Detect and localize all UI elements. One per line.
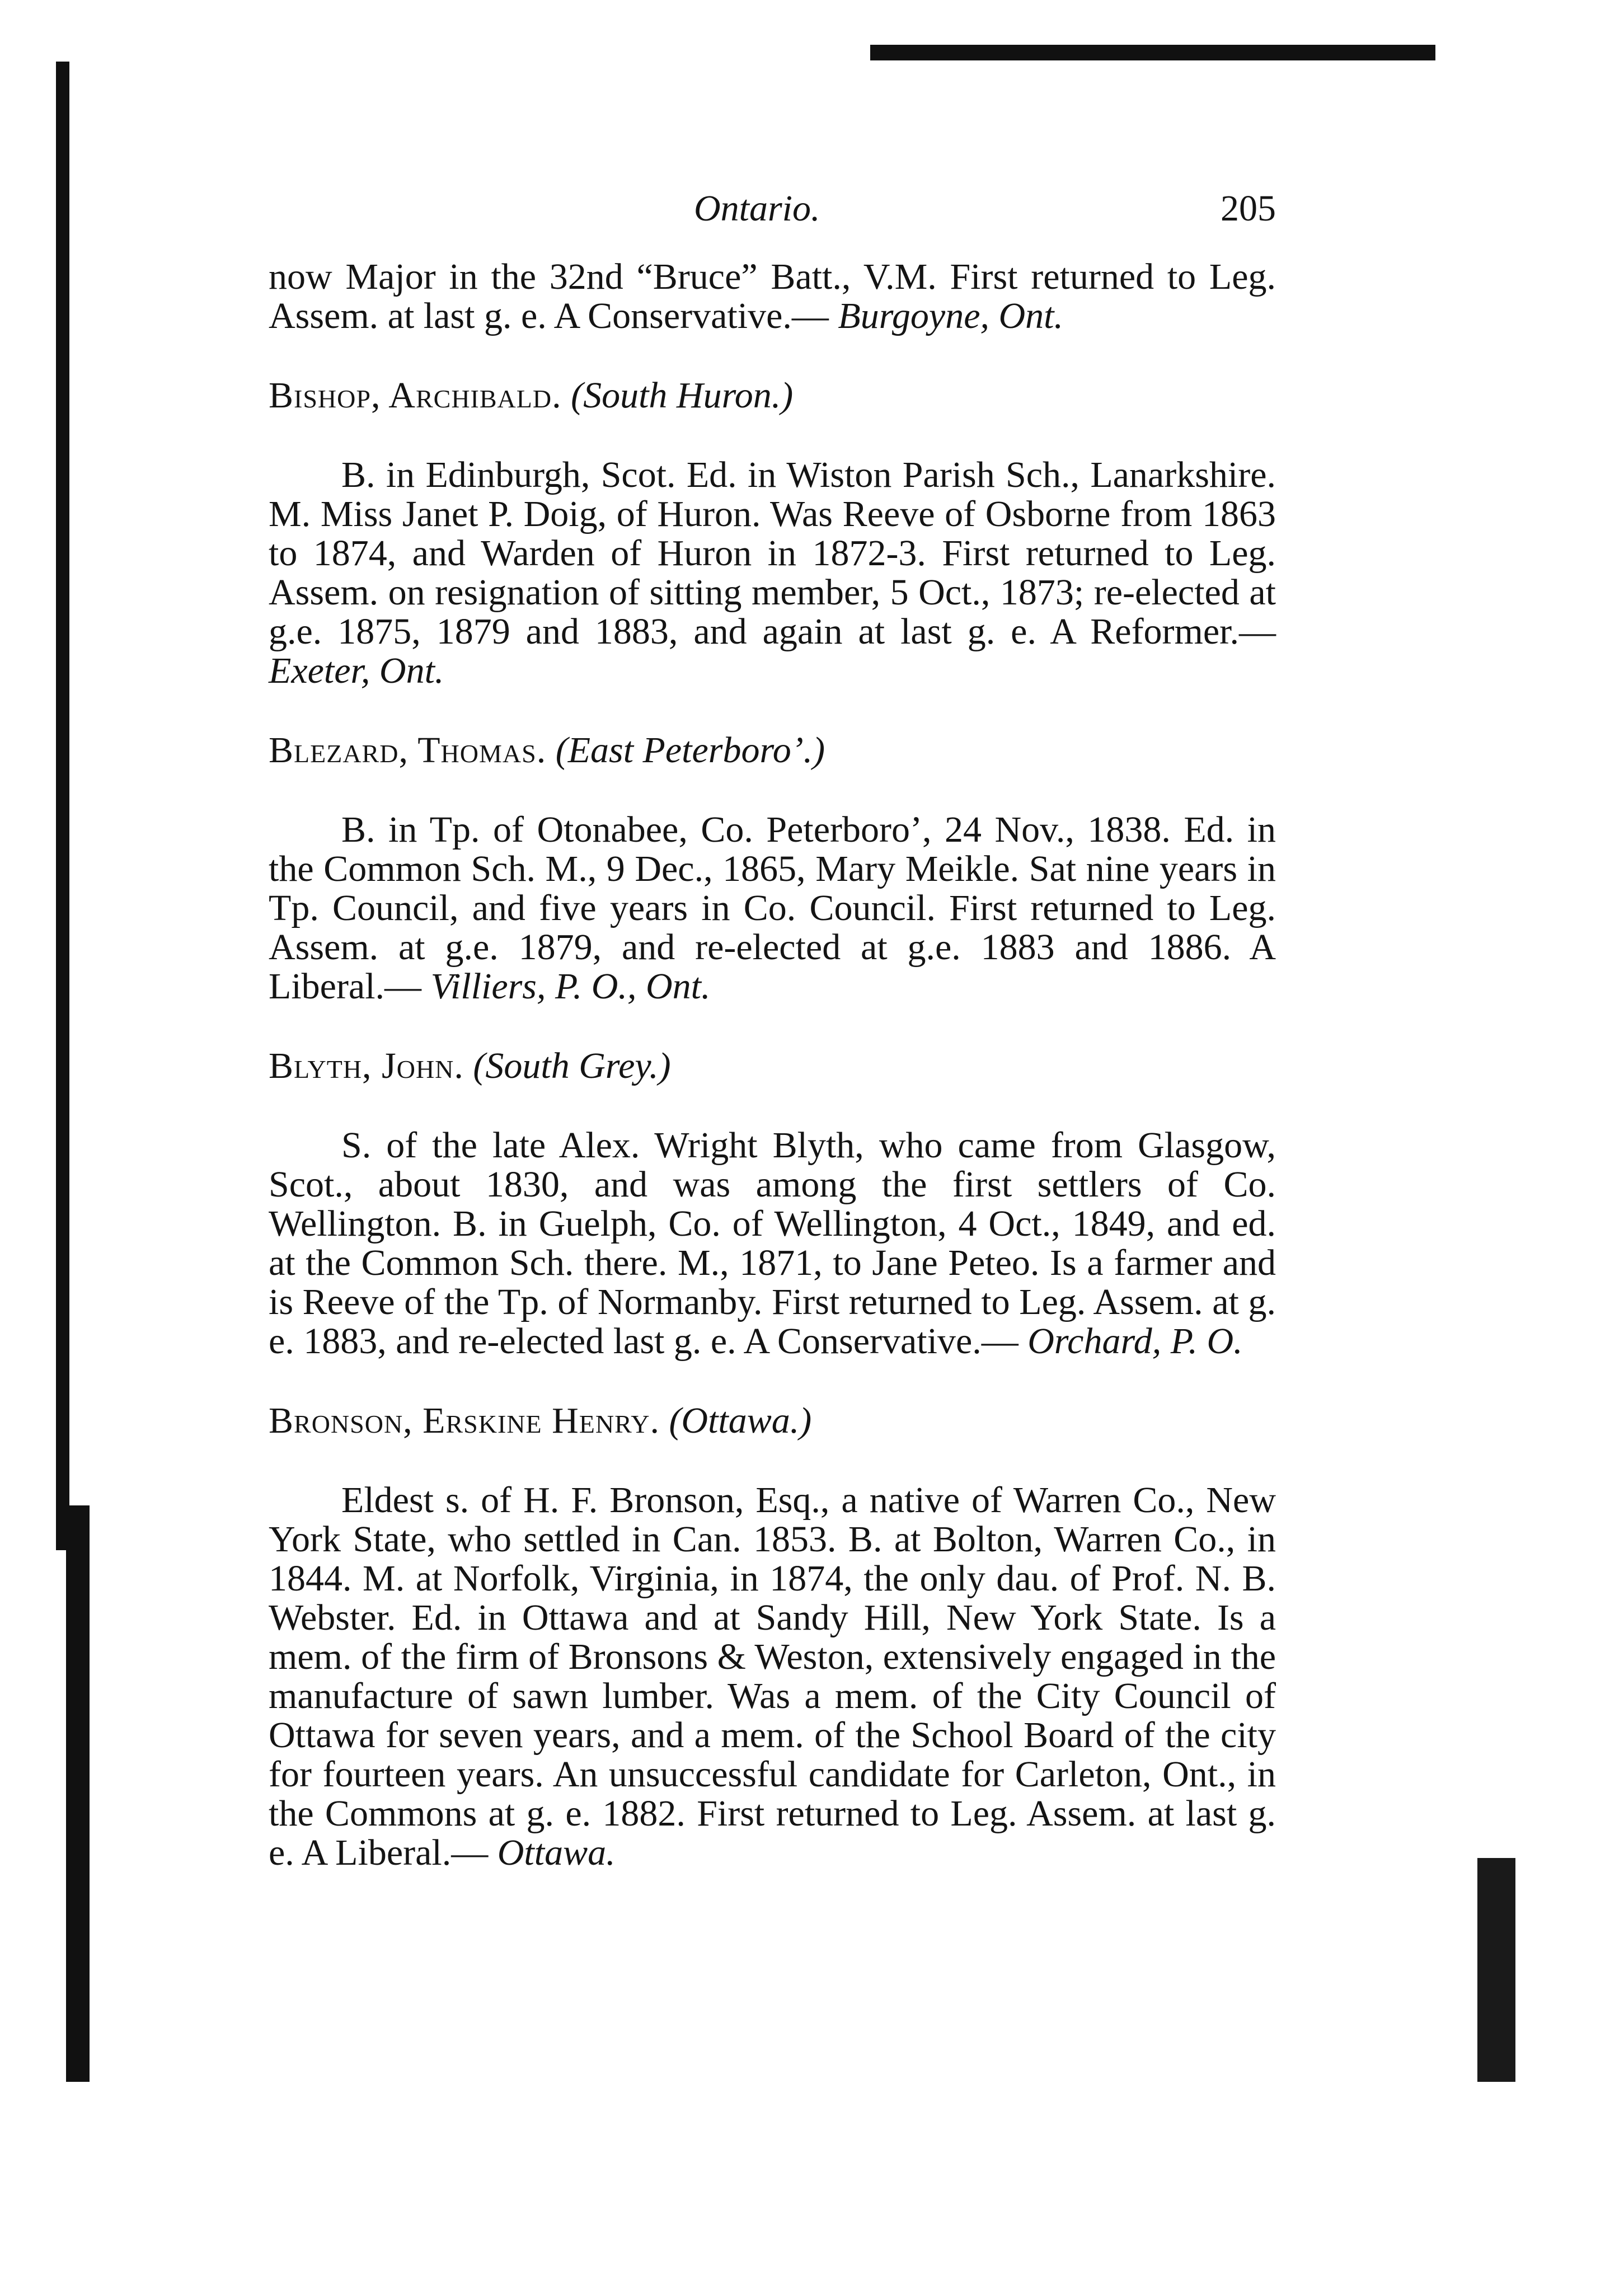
continuation-text: now Major in the 32nd “Bruce” Batt., V.M. First returned to Leg. Assem. at last g. e. A Conservative.— bbox=[269, 256, 1276, 336]
page-number: 205 bbox=[1221, 188, 1276, 229]
entry-address: Exeter, Ont. bbox=[269, 650, 444, 691]
page-content bbox=[269, 257, 1276, 1873]
entry-body: Eldest s. of H. F. Bronson, Esq., a native of Warren Co., New York State, who settled in Can. 1853. B. at Bolton, Warren Co., in 1844. M. at Norfolk, Virginia, in 1874, the only dau. of Prof. N. B. Webster. Ed. in Ottawa and at Sandy Hill, New York State. Is a mem. of the firm of Bronsons & Weston, extensively engaged in the manufacture of sawn lumber. Was a mem. of the City Council of Ottawa for seven years, and a mem. of the School Board of the city for fourteen years. An unsuccessful candidate for Carleton, Ont., in the Commons at g. e. 1882. First returned to Leg. Assem. at last g. e. A Liberal.— bbox=[269, 1480, 1276, 1873]
scan-edge-top bbox=[870, 45, 1435, 60]
entry-heading-bishop bbox=[269, 376, 1276, 415]
entry-riding: (Ottawa.) bbox=[669, 1400, 812, 1441]
entry-body: S. of the late Alex. Wright Blyth, who came from Glasgow, Scot., about 1830, and was among the first settlers of Co. Wellington. B. in Guelph, Co. of Wellington, 4 Oct., 1849, and ed. at the Common Sch. there. M., 1871, to Jane Peteo. Is a farmer and is Reeve of the Tp. of Normanby. First returned to Leg. Assem. at g. e. 1883, and re-elected last g. e. A Conservative.— bbox=[269, 1125, 1276, 1362]
scan-edge-right bbox=[1477, 1858, 1515, 2082]
entry-body-blezard bbox=[269, 810, 1276, 1006]
scan-edge-left bbox=[56, 62, 69, 1550]
entry-body-blyth bbox=[269, 1126, 1276, 1361]
scan-edge-left-lower bbox=[66, 1505, 90, 2082]
running-head: Ontario. bbox=[694, 188, 820, 229]
entry-riding: (East Peterboro’.) bbox=[555, 730, 825, 771]
entry-heading-bronson bbox=[269, 1401, 1276, 1441]
continuation-paragraph bbox=[269, 257, 1276, 336]
entry-body-bishop bbox=[269, 456, 1276, 691]
entry-address: Ottawa. bbox=[497, 1832, 616, 1873]
entry-heading-blezard bbox=[269, 731, 1276, 770]
entry-address: Orchard, P. O. bbox=[1027, 1321, 1243, 1362]
entry-name: Blezard, Thomas. bbox=[269, 730, 547, 771]
page-header bbox=[277, 187, 1276, 232]
entry-name: Bronson, Erskine Henry. bbox=[269, 1400, 660, 1441]
entry-riding: (South Huron.) bbox=[571, 375, 794, 416]
entry-body: B. in Edinburgh, Scot. Ed. in Wiston Parish Sch., Lanarkshire. M. Miss Janet P. Doig, of Huron. Was Reeve of Osborne from 1863 to 1874, and Warden of Huron in 1872-3. First returned to Leg. Assem. on resignation of sitting member, 5 Oct., 1873; re-elected at g.e. 1875, 1879 and 1883, and again at last g. e. A Reformer.— bbox=[269, 454, 1276, 652]
entry-name: Bishop, Archibald. bbox=[269, 375, 562, 416]
entry-name: Blyth, John. bbox=[269, 1045, 464, 1086]
entry-heading-blyth bbox=[269, 1047, 1276, 1086]
entry-address: Villiers, P. O., Ont. bbox=[430, 966, 711, 1007]
entry-riding: (South Grey.) bbox=[473, 1045, 671, 1086]
continuation-address: Burgoyne, Ont. bbox=[838, 295, 1064, 336]
entry-body-bronson bbox=[269, 1481, 1276, 1873]
entry-body: B. in Tp. of Otonabee, Co. Peterboro’, 24 Nov., 1838. Ed. in the Common Sch. M., 9 Dec., 1865, Mary Meikle. Sat nine years in Tp. Council, and five years in Co. Council. First returned to Leg. Assem. at g.e. 1879, and re-elected at g.e. 1883 and 1886. A Liberal.— bbox=[269, 809, 1276, 1007]
